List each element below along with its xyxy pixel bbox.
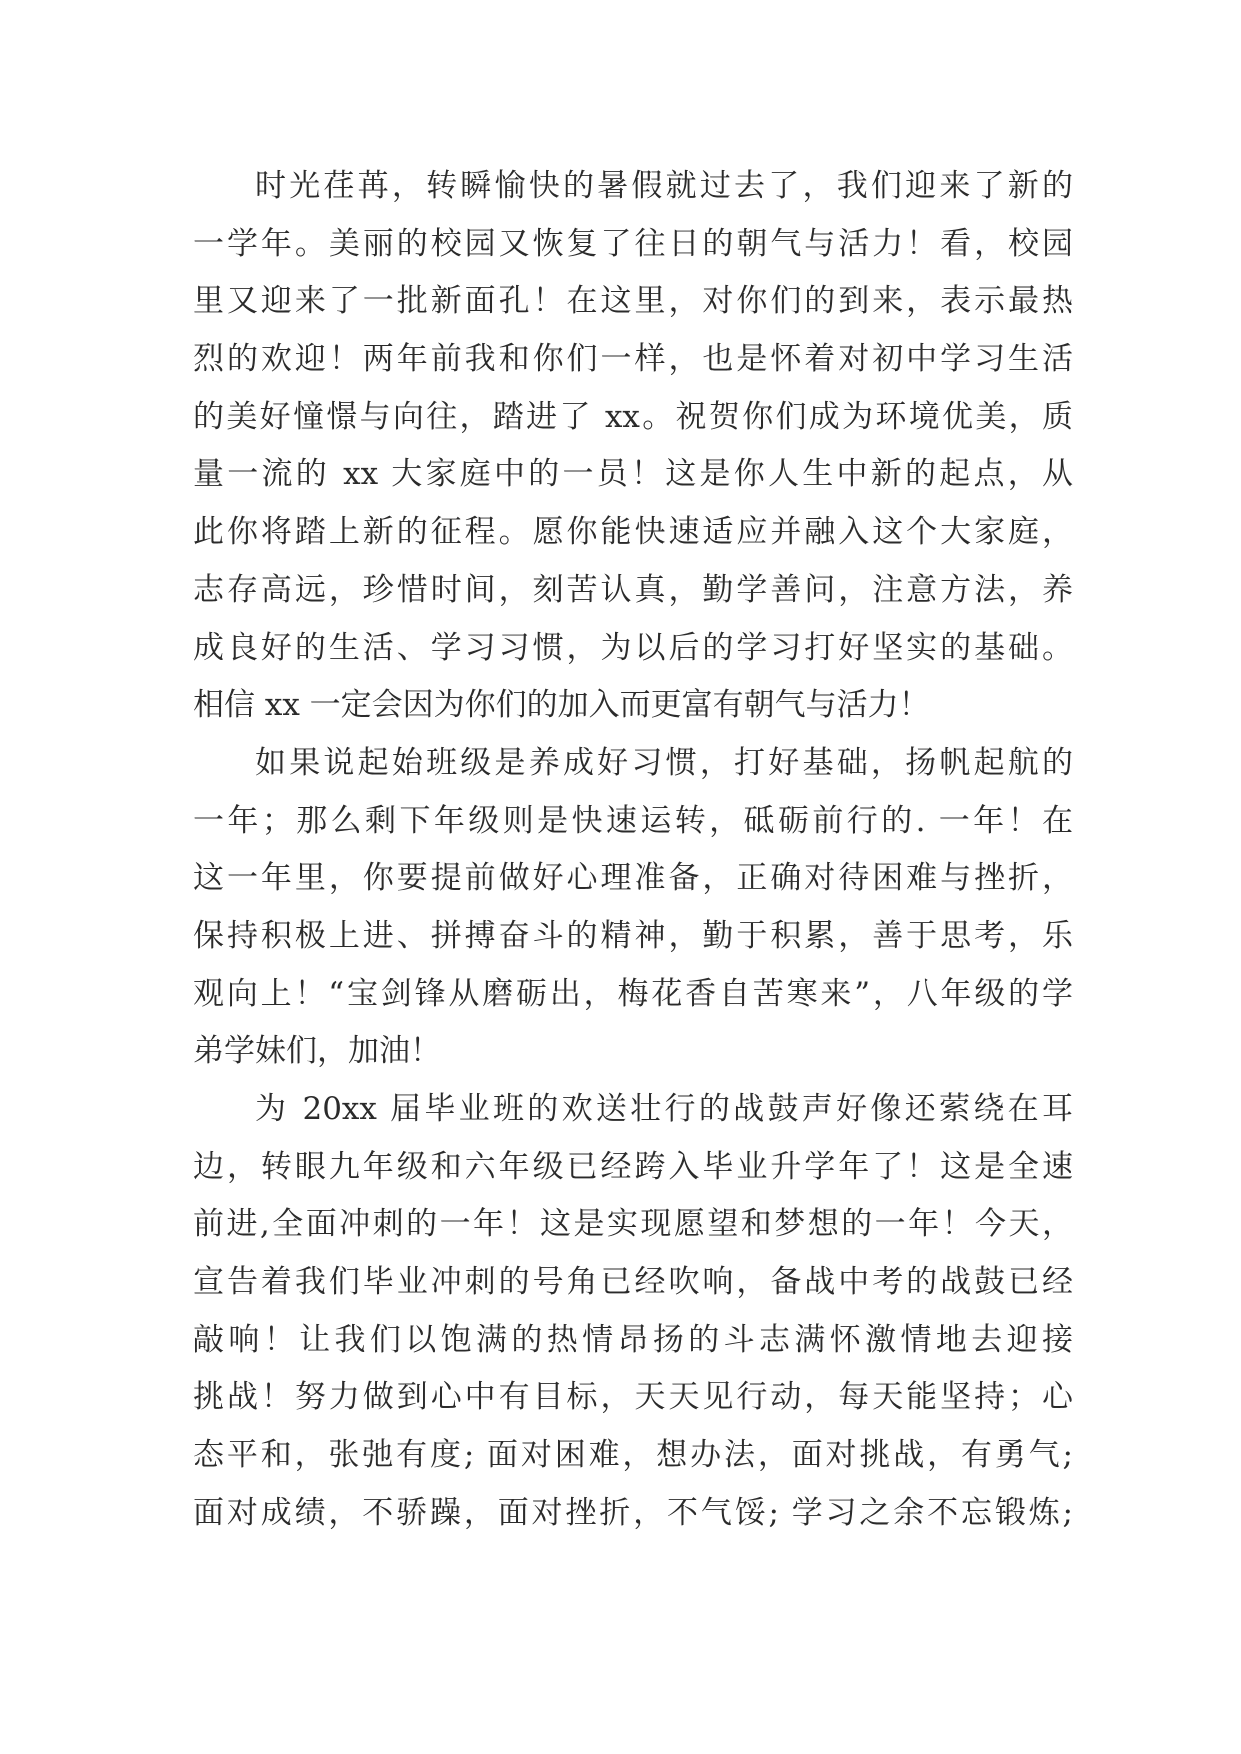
document-body [193,158,1073,1543]
text-line: 志存高远，珍惜时间，刻苦认真，勤学善问，注意方法，养 [193,571,1073,608]
text-line: 量一流的 xx 大家庭中的一员！这是你人生中新的起点，从 [193,456,1073,493]
text-line: 烈的欢迎！两年前我和你们一样，也是怀着对初中学习生活 [193,341,1073,378]
paragraph-1 [193,158,1073,735]
text-line: 保持积极上进、拼搏奋斗的精神，勤于积累，善于思考，乐 [193,917,1073,954]
text-line: 挑战！努力做到心中有目标，天天见行动，每天能坚持；心 [193,1379,1073,1416]
text-line: 相信 xx 一定会因为你们的加入而更富有朝气与活力！ [193,687,930,724]
text-line: 的美好憧憬与向往，踏进了 xx。祝贺你们成为环境优美，质 [193,398,1073,435]
text-line: 此你将踏上新的征程。愿你能快速适应并融入这个大家庭， [193,514,1073,551]
paragraph-2 [193,735,1073,1081]
text-line: 为 20xx 届毕业班的欢送壮行的战鼓声好像还萦绕在耳 [255,1091,1073,1127]
text-line: 观向上！“宝剑锋从磨砺出，梅花香自苦寒来”，八年级的学 [193,975,1073,1012]
text-line: 一年；那么剩下年级则是快速运转，砥砺前行的. 一年！在 [193,802,1073,839]
text-line: 态平和，张弛有度; 面对困难，想办法，面对挑战，有勇气; [193,1437,1073,1474]
text-line: 面对成绩，不骄躁，面对挫折，不气馁; 学习之余不忘锻炼; [193,1494,1073,1531]
text-line: 如果说起始班级是养成好习惯，打好基础，扬帆起航的 [255,744,1073,781]
text-line: 里又迎来了一批新面孔！在这里，对你们的到来，表示最热 [193,283,1073,320]
paragraph-3 [193,1081,1073,1543]
text-line: 敲响！让我们以饱满的热情昂扬的斗志满怀激情地去迎接 [193,1321,1073,1358]
text-line: 前进,全面冲刺的一年！这是实现愿望和梦想的一年！今天， [193,1206,1073,1243]
text-line: 这一年里，你要提前做好心理准备，正确对待困难与挫折， [193,860,1073,897]
text-line: 一学年。美丽的校园又恢复了往日的朝气与活力！看，校园 [193,225,1073,262]
text-line: 成良好的生活、学习习惯，为以后的学习打好坚实的基础。 [193,629,1073,666]
text-line: 时光荏苒，转瞬愉快的暑假就过去了，我们迎来了新的 [255,168,1073,204]
text-line: 边，转眼九年级和六年级已经跨入毕业升学年了！这是全速 [193,1148,1073,1185]
text-line: 宣告着我们毕业冲刺的号角已经吹响，备战中考的战鼓已经 [193,1264,1073,1301]
text-line: 弟学妹们，加油！ [193,1033,441,1070]
